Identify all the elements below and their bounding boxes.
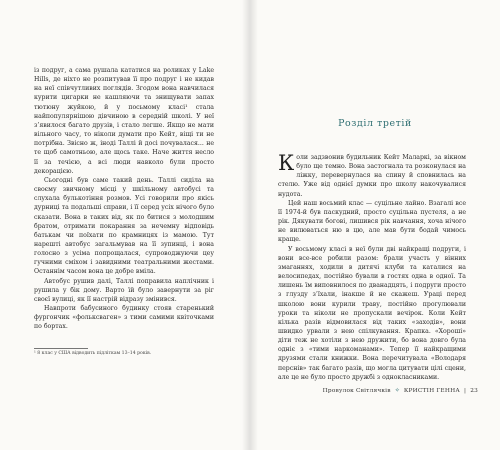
star-ornament-icon: ✧ [394,388,400,394]
paragraph: Навпроти бабусиного будинку стояв старенький фургончик «фольксваген» з тими самими квіточками по бортах. [34,305,214,331]
left-text-column [34,66,214,332]
paragraph: Цей наш восьмий клас — суцільне лайно. Взагалі все її 1974-й був паскудний, просто суцільна пустеля, а не рік. Дякувати богові, лишився рік навчання, хоча нічого не вилюваться ню в цю, але мав бути бодай чимось краще. [278,199,466,244]
chapter-title: Розділ третій [338,118,412,129]
footnote-rule [34,348,88,349]
running-footer [278,388,478,394]
right-page [250,0,500,450]
author-name: КРИСТІН ГЕННА [403,388,460,394]
paragraph [278,153,466,199]
page-number: 23 [470,388,478,394]
separator: | [464,388,467,394]
book-title: Провулок Світлячків [322,388,391,394]
right-text-column [278,153,466,382]
drop-cap: К [278,151,295,175]
paragraph: із подруг, а сама рушала кататися на роликах у Lake Hills, де ніхто не розпитував її про подруг і не кидав на неї співчутливих поглядів. Згодом вона навчилася курити цигарки не кашляючи та знищувати запах тютюну жуйкою, й у посьмому класі¹ стала найпопулярнішою дівчиною в середній школі. У неї з’явилося багато друзів, і стало легше. Якщо не мати вільного часу, то ніколи думати про Кейт, віщі ти не потрібна. Звісно ж, іноді Таллі й досі почувалася... не те щоб самотньою, але щось таке. Наче життя несло її за течією, а всі люди навколо були просто декорацією. [34,67,214,175]
book-gutter [242,0,258,450]
paragraph: Автобус рушив далі, Таллі поправила наплічник і рушила у бік дому. Варто їй було завернути за ріг своєї вулиці, як її настрій відразу змінився. [34,277,214,303]
footnote: ¹ 8 клас у США відводить підліткам 13–14 років. [34,351,152,356]
paragraph: Сьогодні був саме такий день. Таллі сиділа на своєму звичному місці у шкільному автобусі та слухала булькотіння розмов. Усі говорили про якісь дурниці та подальші справи, і її серед усіх нічого було сказати. Вона в таких від, як по битися з молодшим братом, отримати покарання за нечемну відповідь батькам чи поїхати по крамницях із мамою. Тут нарешті автобус загальмував на її зупинці, і вона голосно з усіма попрощалася, супроводжуючи цеу гучними сміхом і завидними театральними жестами. Останнім часом вона це добре вміла. [34,176,214,276]
paragraph-text: оли задзвонив будильник Кейт Маларкі, за вікном було ще темно. Вона застогнала та розконулася на ліжку, перевернулася на спину й сповнилась на стелю. Уже від однієї думки про школу накочувалися нудота. [278,154,466,198]
paragraph: У восьмому класі в неї були дві найкращі подруги, і вони все-все робили разом: брали участь у вінних змаганнях, ходили в дитячі клуби та каталися на велосипедах, постійно бували в гостях одна в одної. Та лишень їм виповнилося по дванадцять, і подруги просто з глузду з’їхали, інакше й не скажеш. Ураці перед школою вони курили траву, постійно прогулювали уроки та ніколи не пропускали вечірок. Коли Кейт кілька разів відмовилася від таких «заходів», вони швидко урвали з нею спілкування. Крапка. «Хороші» діти теж не хотіли з нею дружити, бо вона довго була одніє з «тими наркоманами». Тепер її найкращими друзями стали книжки. Вона перечитувала «Володаря перснів» так багато разів, що могла цитувати цілі сцени, але це не було просто дружбі з однокласниками. [278,245,466,381]
